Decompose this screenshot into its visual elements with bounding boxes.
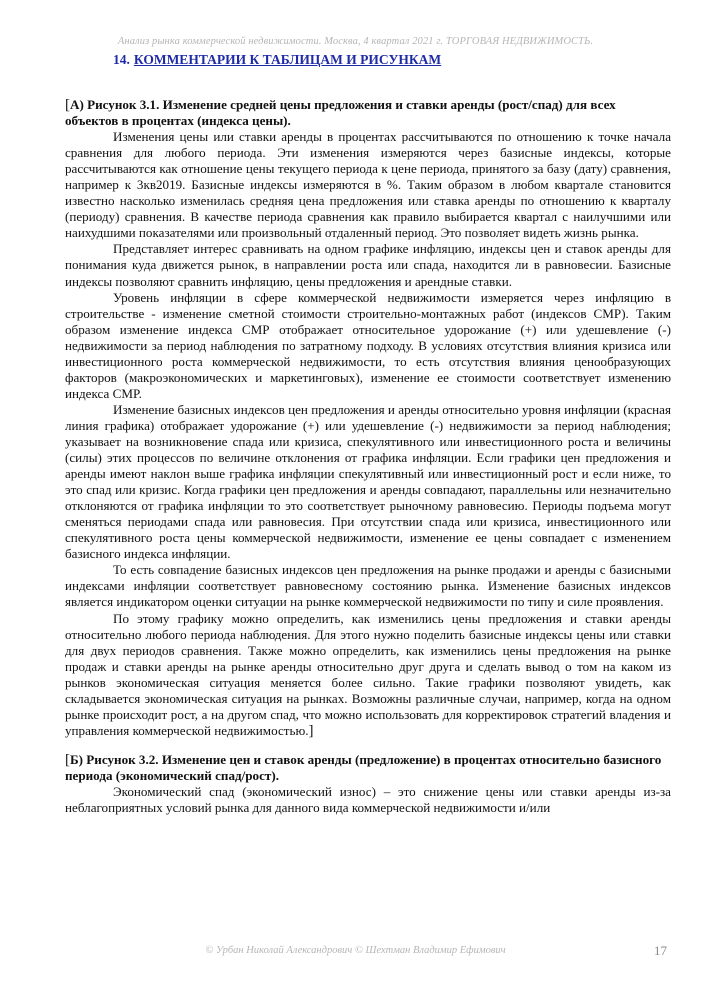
block-b-heading [65,752,671,784]
page-number: 17 [654,943,667,958]
block-a-close-bracket: ] [308,722,314,739]
block-a-last-paragraph [65,611,671,739]
section-title [113,52,441,68]
block-b-open-bracket: [ [65,751,70,768]
block-a-open-bracket: [ [65,97,70,113]
block-b-paragraph: Экономический спад (экономический износ) – это снижение цены или ставки аренды из-за неблагоприятных условий рынка для данного вида коммерческой недвижимости и/или [65,783,671,816]
block-a-heading-text: А) Рисунок 3.1. Изменение средней цены предложения и ставки аренды (рост/спад) для всех объектов в процентах (индекса цены). [65,97,616,129]
document-body [65,97,671,816]
block-a-paragraph: Изменения цены или ставки аренды в процентах рассчитываются по отношению к точке начала сравнения для любого периода. Эти изменения измеряются через базисные индексы, которые рассчитываются как отношение цены текущего периода к цене периода, принятого за базу (дату) сравнения, например к 3кв2019. Базисные индексы измеряются в %. Таким образом в любом квартале становится известно насколько изменилась средняя цена предложения или ставка аренды по отношению к кварталу (периоду) сравнения. В качестве периода сравнения как правило выбирается квартал с наилучшими или наихудшими показателями или произвольный отдаленный период. Это позволяет видеть жизнь рынка. [65,129,671,241]
section-title-text: КОММЕНТАРИИ К ТАБЛИЦАМ И РИСУНКАМ [133,52,442,67]
section-number: 14. [113,52,130,67]
block-a-paragraph: То есть совпадение базисных индексов цен предложения на рынке продажи и аренды с базисными индексами инфляции соответствует равновесному состоянию рынка. Изменение базисных индексов является индикатором оценки ситуации на рынке коммерческой недвижимости по типу и силе проявления. [65,562,671,610]
block-a-paragraph: Уровень инфляции в сфере коммерческой недвижимости измеряется через инфляцию в строительстве - изменение сметной стоимости строительно-монтажных работ (индексов СМР). Таким образом изменение индекса СМР отображает относительное удорожание (+) или удешевление (-) недвижимости за период наблюдения по затратному подходу. В условиях отсутствия влияния кризиса или инвестиционного роста коммерческой недвижимости, то есть отсутствия влияния ценообразующих факторов (макроэкономических и маркетинговых), изменение ее стоимости соответствует изменению индекса СМР. [65,289,671,401]
block-b-heading-text: Б) Рисунок 3.2. Изменение цен и ставок аренды (предложение) в процентах относительно базисного периода (экономический спад/рост). [65,751,662,783]
block-a-heading [65,97,671,129]
block-a-paragraph: Изменение базисных индексов цен предложения и аренды относительно уровня инфляции (красная линия графика) отображает удорожание (+) или удешевление (-) недвижимости за период наблюдения; указывает на возникновение спада или кризиса, спекулятивного или инвестиционного роста и величины (силы) этих процессов по величине отклонения от графика инфляции. Если графики цен предложения и аренды имеют наклон выше графика инфляции спекулятивный или инвестиционный рост и если ниже, то это спад или кризис. Когда графики цен предложения и аренды совпадают, параллельны или незначительно отклоняются от графика инфляции то это соответствует рыночному равновесию. Периоды подъема могут сменяться периодами спада или равновесия. При отсутствии спада или кризиса, инвестиционного или спекулятивного роста цены коммерческой недвижимости, изменение ее цены совпадает с изменением базисного индекса инфляции. [65,401,671,562]
block-a-paragraph: Представляет интерес сравнивать на одном графике инфляцию, индексы цен и ставок аренды для понимания куда движется рынок, в направлении роста или спада, находится ли в равновесии. Базисные индексы позволяют сравнить инфляцию, цены предложения и арендные ставки. [65,241,671,289]
running-header: Анализ рынка коммерческой недвижимости. Москва, 4 квартал 2021 г. ТОРГОВАЯ НЕДВИЖИМОСТЬ. [117,36,594,47]
spacer [65,739,671,752]
block-a-paragraph-text: По этому графику можно определить, как изменились цены предложения и ставки аренды относительно любого периода наблюдения. Для этого нужно поделить базисные индексы цены или ставки для двух периодов сравнения. Также можно определить, как изменились цены предложения на рынке продаж и ставки аренды на рынке аренды относительно друг друга и сделать вывод о том на каком из рынков экономическая ситуация меняется более сильно. Такие графики позволяют увидеть, как складывается экономическая ситуация на рынках. Возможны различные случаи, например, когда на одном рынке происходит рост, а на другом спад, что можно использовать для корректировок стратегий владения и управления коммерческой недвижимостью. [65,610,671,738]
footer-copyright: © Урбан Николай Александрович © Шехтман Владимир Ефимович [205,945,506,956]
